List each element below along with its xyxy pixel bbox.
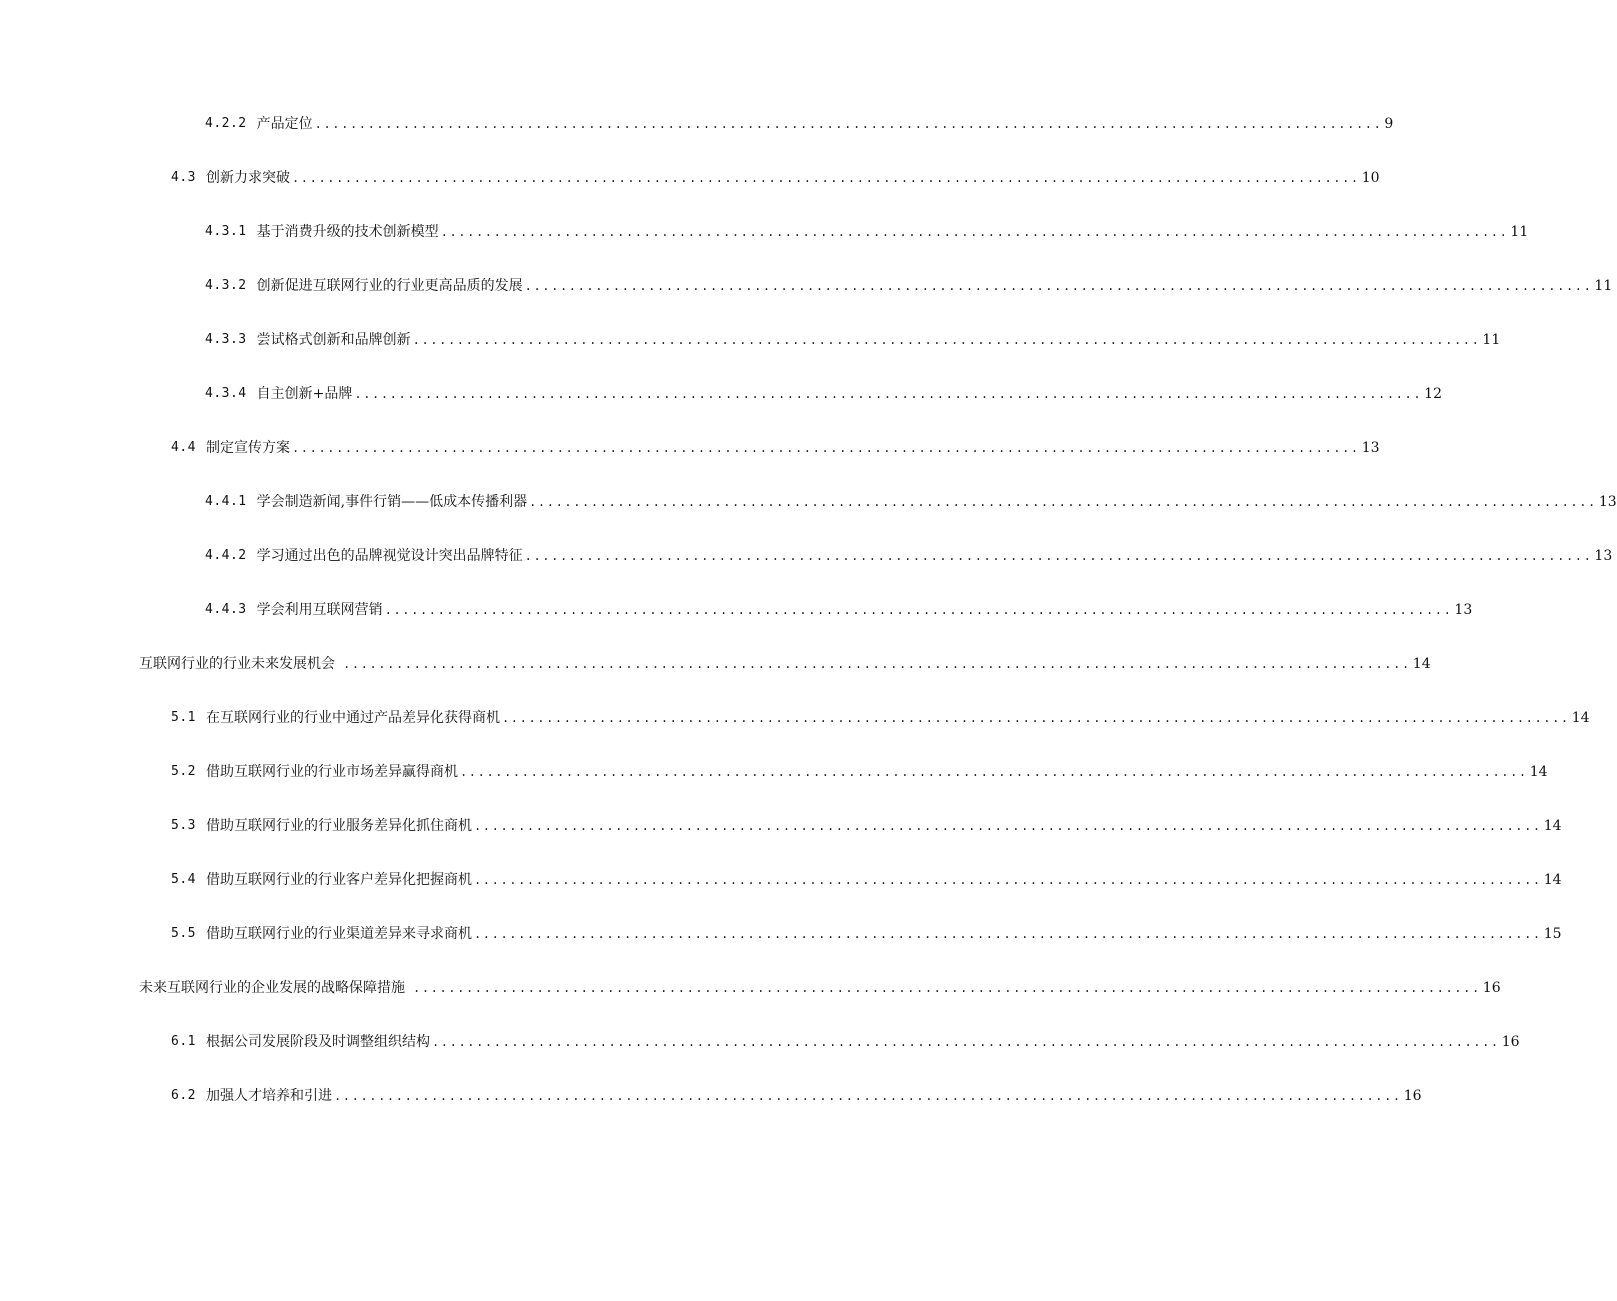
toc-entry-page: 14 — [1571, 710, 1590, 726]
toc-entry-page: 13 — [1454, 602, 1473, 618]
toc-entry-number: 4.2.2 — [205, 116, 247, 131]
toc-entry[interactable] — [205, 384, 1442, 404]
toc-entry[interactable] — [205, 546, 1613, 566]
dot-leader: ......................................................................................................................... — [291, 171, 1360, 185]
toc-entry-number: 5.5 — [171, 926, 196, 941]
dot-leader: ......................................................................................................................... — [501, 711, 1570, 725]
toc-entry-title: 借助互联网行业的行业客户差异化把握商机 — [205, 872, 472, 888]
dot-leader: ......................................................................................................................... — [333, 1089, 1402, 1103]
toc-entry-title: 学会制造新闻,事件行销——低成本传播利器 — [256, 494, 528, 510]
toc-entry[interactable] — [139, 654, 1431, 674]
toc-entry-page: 9 — [1384, 116, 1394, 132]
toc-entry-title: 基于消费升级的技术创新模型 — [256, 224, 439, 240]
toc-entry-title: 产品定位 — [256, 116, 313, 132]
toc-entry-number: 6.1 — [171, 1034, 196, 1049]
toc-entry-title: 根据公司发展阶段及时调整组织结构 — [205, 1034, 430, 1050]
toc-entry-number: 4.3.2 — [205, 278, 247, 293]
toc-entry[interactable] — [171, 1032, 1520, 1052]
dot-leader: ......................................................................................................................... — [473, 873, 1542, 887]
dot-leader: ......................................................................................................................... — [413, 981, 1481, 995]
toc-entry[interactable] — [205, 492, 1617, 512]
toc-entry-page: 14 — [1412, 656, 1431, 672]
toc-entry-title: 创新力求突破 — [205, 170, 290, 186]
toc-entry[interactable] — [171, 870, 1562, 890]
toc-entry-page: 15 — [1543, 926, 1562, 942]
toc-entry-title: 学会利用互联网营销 — [256, 602, 383, 618]
toc-entry[interactable] — [171, 816, 1562, 836]
toc-entry-number: 4.3.4 — [205, 386, 247, 401]
toc-entry-page: 16 — [1403, 1088, 1422, 1104]
toc-entry-title: 互联网行业的行业未来发展机会 — [139, 656, 335, 672]
toc-entry-number: 4.3.1 — [205, 224, 247, 239]
dot-leader: ......................................................................................................................... — [291, 441, 1360, 455]
dot-leader: ......................................................................................................................... — [431, 1035, 1500, 1049]
toc-entry-number: 4.3 — [171, 170, 196, 185]
toc-entry-title: 在互联网行业的行业中通过产品差异化获得商机 — [205, 710, 500, 726]
toc-entry-title: 创新促进互联网行业的行业更高品质的发展 — [256, 278, 523, 294]
toc-entry-title: 未来互联网行业的企业发展的战略保障措施 — [139, 980, 405, 996]
toc-entry[interactable] — [205, 330, 1501, 350]
dot-leader: ......................................................................................................................... — [524, 279, 1593, 293]
toc-entry-title: 加强人才培养和引进 — [205, 1088, 332, 1104]
toc-entry-number: 5.4 — [171, 872, 196, 887]
toc-entry-title: 借助互联网行业的行业渠道差异来寻求商机 — [205, 926, 472, 942]
toc-entry-page: 13 — [1598, 494, 1617, 510]
toc-entry[interactable] — [205, 600, 1473, 620]
toc-entry-page: 12 — [1424, 386, 1442, 402]
toc-entry-title: 借助互联网行业的行业市场差异赢得商机 — [205, 764, 458, 780]
dot-leader: ......................................................................................................................... — [473, 819, 1542, 833]
dot-leader: ......................................................................................................................... — [529, 495, 1597, 509]
toc-entry[interactable] — [205, 222, 1529, 242]
toc-entry-number: 4.4.1 — [205, 494, 247, 509]
toc-entry[interactable] — [171, 438, 1380, 458]
dot-leader: ......................................................................................................................... — [473, 927, 1542, 941]
toc-entry-number: 6.2 — [171, 1088, 196, 1103]
dot-leader: ......................................................................................................................... — [343, 657, 1411, 671]
toc-entry-page: 11 — [1482, 332, 1501, 348]
toc-entry-number: 4.4.2 — [205, 548, 247, 563]
toc-entry[interactable] — [205, 114, 1394, 134]
toc-entry[interactable] — [171, 762, 1548, 782]
dot-leader: ......................................................................................................................... — [384, 603, 1453, 617]
toc-entry-page: 14 — [1543, 818, 1562, 834]
toc-entry-page: 13 — [1594, 548, 1613, 564]
toc-entry[interactable] — [171, 1086, 1422, 1106]
toc-entry-number: 4.4 — [171, 440, 196, 455]
toc-entry-page: 11 — [1510, 224, 1529, 240]
dot-leader: ......................................................................................................................... — [314, 117, 1383, 131]
toc-entry-page: 14 — [1543, 872, 1562, 888]
toc-entry-page: 10 — [1361, 170, 1380, 186]
dot-leader: ......................................................................................................................... — [524, 549, 1593, 563]
toc-entry[interactable] — [171, 168, 1380, 188]
toc-entry-number: 5.3 — [171, 818, 196, 833]
dot-leader: ......................................................................................................................... — [440, 225, 1509, 239]
toc-entry-title: 制定宣传方案 — [205, 440, 290, 456]
toc-entry-number: 5.2 — [171, 764, 196, 779]
toc-entry[interactable] — [171, 924, 1562, 944]
toc-entry-title: 尝试格式创新和品牌创新 — [256, 332, 411, 348]
dot-leader: ......................................................................................................................... — [459, 765, 1528, 779]
toc-entry-page: 16 — [1482, 980, 1501, 996]
toc-entry[interactable] — [205, 276, 1613, 296]
toc-entry-title: 借助互联网行业的行业服务差异化抓住商机 — [205, 818, 472, 834]
dot-leader: ......................................................................................................................... — [354, 387, 1423, 401]
dot-leader: ......................................................................................................................... — [412, 333, 1481, 347]
toc-entry[interactable] — [171, 708, 1590, 728]
toc-entry-number: 5.1 — [171, 710, 196, 725]
toc-entry-page: 13 — [1361, 440, 1380, 456]
toc-entry-number: 4.3.3 — [205, 332, 247, 347]
toc-entry-number: 4.4.3 — [205, 602, 247, 617]
toc-entry-title: 学习通过出色的品牌视觉设计突出品牌特征 — [256, 548, 523, 564]
toc-entry[interactable] — [139, 978, 1501, 998]
toc-entry-page: 14 — [1529, 764, 1548, 780]
toc-entry-page: 11 — [1594, 278, 1613, 294]
toc-entry-page: 16 — [1501, 1034, 1520, 1050]
toc-entry-title: 自主创新+品牌 — [256, 386, 353, 402]
